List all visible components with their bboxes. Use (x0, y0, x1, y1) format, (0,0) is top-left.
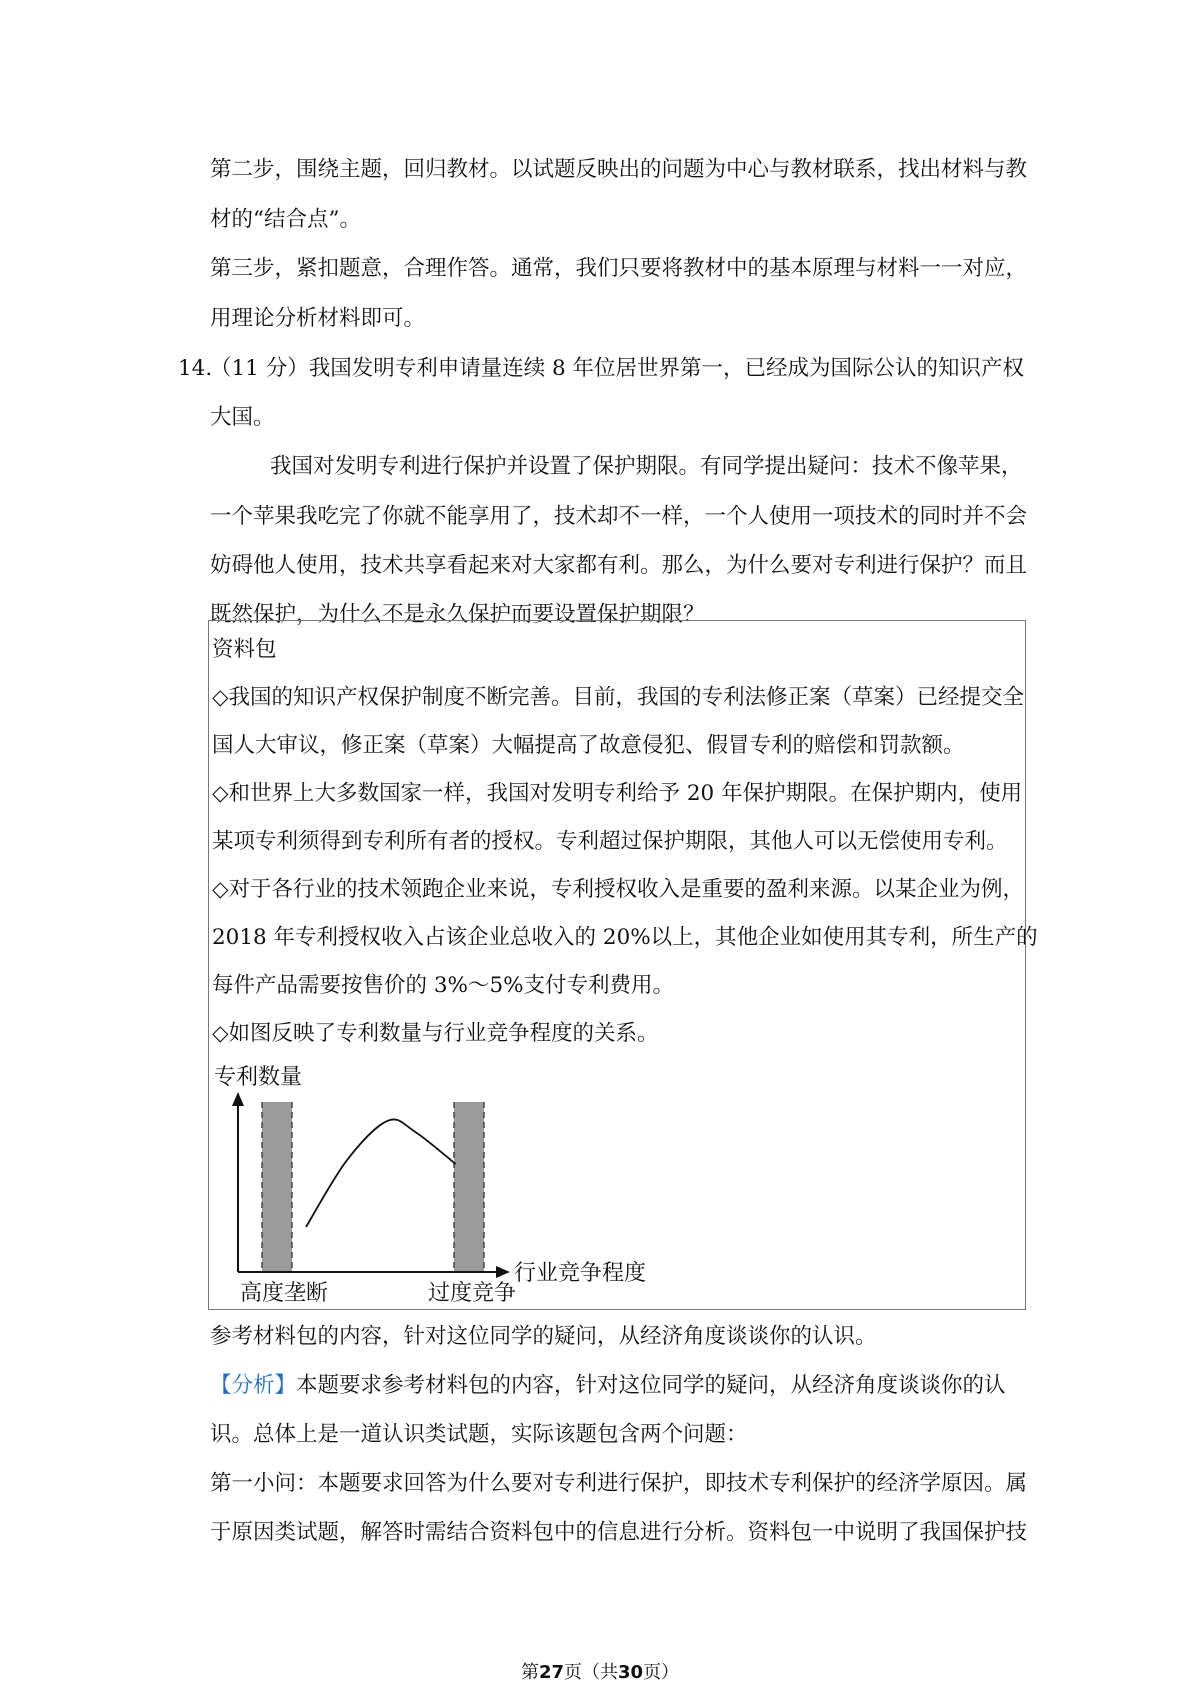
text-line: 材的“结合点”。 (210, 207, 361, 232)
question-text: 妨碍他人使用，技术共享看起来对大家都有利。那么，为什么要对专利进行保护？而且 (210, 553, 1028, 578)
box-line: ◇如图反映了专利数量与行业竞争程度的关系。 (212, 1021, 659, 1046)
box-line: ◇对于各行业的技术领跑企业来说，专利授权收入是重要的盈利来源。以某企业为例， (212, 877, 1025, 902)
zone-monopoly-band (262, 1102, 292, 1272)
question-prompt: 参考材料包的内容，针对这位同学的疑问，从经济角度谈谈你的认识。 (210, 1324, 877, 1349)
box-line: 每件产品需要按售价的 3%～5%支付专利费用。 (212, 973, 675, 998)
analysis-text: 本题要求参考材料包的内容，针对这位同学的疑问，从经济角度谈谈你的认 (296, 1373, 1006, 1398)
analysis-line: 识。总体上是一道认识类试题，实际该题包含两个问题： (210, 1422, 748, 1447)
box-line: ◇我国的知识产权保护制度不断完善。目前，我国的专利法修正案（草案）已经提交全 (212, 685, 1025, 710)
total-pages: 30 (618, 1662, 644, 1683)
box-line: 某项专利须得到专利所有者的授权。专利超过保护期限，其他人可以无偿使用专利。 (212, 829, 1008, 854)
text-line: 第三步，紧扣题意，合理作答。通常，我们只要将教材中的基本原理与材料一一对应， (210, 256, 1028, 281)
analysis-line: 于原因类试题，解答时需结合资料包中的信息进行分析。资料包一中说明了我国保护技 (210, 1520, 1028, 1545)
y-axis-arrow (232, 1092, 244, 1106)
question-text: 我国对发明专利进行保护并设置了保护期限。有同学提出疑问：技术不像苹果， (270, 454, 1023, 479)
y-axis-label: 专利数量 (214, 1065, 303, 1090)
page-number: 27 (538, 1662, 564, 1683)
box-line: 2018 年专利授权收入占该企业总收入的 20%以上，其他企业如使用其专利，所生产的 (212, 925, 1038, 950)
box-line: 国人大审议，修正案（草案）大幅提高了故意侵犯、假冒专利的赔偿和罚款额。 (212, 733, 965, 758)
text-line: 第二步，围绕主题，回归教材。以试题反映出的问题为中心与教材联系，找出材料与教 (210, 157, 1028, 182)
question-text: 一个苹果我吃完了你就不能享用了，技术却不一样，一个人使用一项技术的同时并不会 (210, 504, 1028, 529)
footer-text: 第 (520, 1662, 539, 1683)
analysis-tag: 【分析】 (210, 1373, 297, 1398)
analysis-line: 第一小问：本题要求回答为什么要对专利进行保护，即技术专利保护的经济学原因。属 (210, 1471, 1028, 1496)
analysis-line (210, 1361, 1030, 1411)
x-axis-arrow (496, 1266, 510, 1278)
series-line (306, 1119, 456, 1227)
question-text: （11 分）我国发明专利申请量连续 8 年位居世界第一，已经成为国际公认的知识产权 (210, 356, 1025, 381)
zone-label-competition: 过度竞争 (428, 1281, 517, 1303)
patent-competition-chart (210, 1058, 670, 1303)
text-line: 用理论分析材料即可。 (210, 306, 426, 331)
x-axis-label: 行业竞争程度 (514, 1261, 647, 1286)
page-footer (0, 1658, 1200, 1684)
box-line: ◇和世界上大多数国家一样，我国对发明专利给予 20 年保护期限。在保护期内，使用 (212, 781, 1023, 806)
box-title: 资料包 (212, 637, 277, 662)
footer-text: 页） (643, 1662, 680, 1683)
zone-competition-band (454, 1102, 484, 1272)
zone-label-monopoly: 高度垄断 (240, 1281, 329, 1303)
question-text: 大国。 (210, 405, 275, 430)
question-number: 14. (178, 356, 213, 381)
question-text: 既然保护，为什么不是永久保护而要设置保护期限？ (210, 602, 705, 627)
footer-text: 页（共 (564, 1662, 618, 1683)
